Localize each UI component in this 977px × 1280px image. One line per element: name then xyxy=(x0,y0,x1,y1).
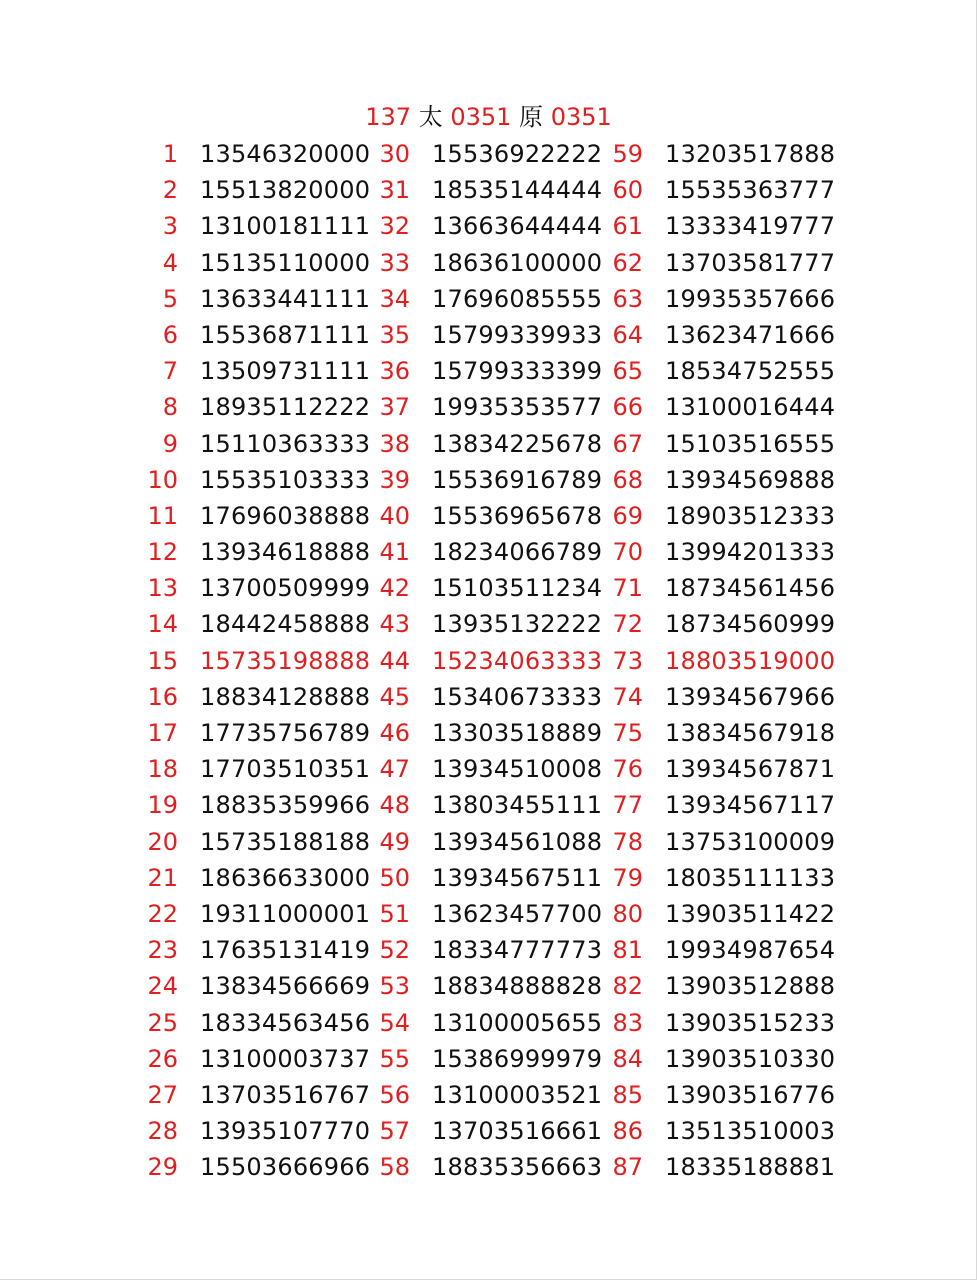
list-item xyxy=(370,353,602,389)
item-number: 78 xyxy=(612,827,643,856)
phone-number: 13934510008 xyxy=(432,755,603,784)
phone-number: 13703581777 xyxy=(665,248,836,277)
item-number: 70 xyxy=(612,538,643,567)
item-number: 24 xyxy=(147,972,178,1001)
phone-number: 13934567966 xyxy=(665,682,836,711)
list-item xyxy=(603,1149,835,1185)
item-number: 23 xyxy=(147,936,178,965)
list-item xyxy=(138,1149,370,1185)
item-number: 27 xyxy=(147,1080,178,1109)
phone-number: 13203517888 xyxy=(665,140,836,168)
item-number: 38 xyxy=(379,429,410,458)
list-item xyxy=(138,462,370,498)
list-item xyxy=(138,968,370,1004)
phone-number: 15103516555 xyxy=(665,429,836,458)
phone-number: 13903510330 xyxy=(665,1044,836,1073)
phone-number: 15513820000 xyxy=(200,176,371,205)
column-3 xyxy=(603,136,835,1185)
list-item xyxy=(370,606,602,642)
item-number: 22 xyxy=(147,899,178,928)
item-number: 54 xyxy=(379,1008,410,1037)
phone-number: 13546320000 xyxy=(200,140,371,168)
list-item xyxy=(603,1113,835,1149)
list-item xyxy=(603,606,835,642)
phone-number: 17703510351 xyxy=(200,755,371,784)
list-item xyxy=(370,932,602,968)
phone-number: 13513510003 xyxy=(665,1117,836,1146)
list-item xyxy=(603,932,835,968)
list-item xyxy=(138,1113,370,1149)
item-number: 6 xyxy=(162,320,178,349)
list-item xyxy=(603,534,835,570)
item-number: 10 xyxy=(147,465,178,494)
item-number: 49 xyxy=(379,827,410,856)
item-number: 65 xyxy=(612,357,643,386)
phone-number: 18835356663 xyxy=(432,1153,603,1182)
item-number: 53 xyxy=(379,972,410,1001)
list-item xyxy=(370,679,602,715)
phone-number: 19935353577 xyxy=(432,393,603,422)
phone-number: 13100016444 xyxy=(665,393,836,422)
list-item xyxy=(138,1041,370,1077)
item-number: 11 xyxy=(147,501,178,530)
phone-number: 15735198888 xyxy=(200,646,371,675)
title-part-5: 0351 xyxy=(550,103,612,131)
item-number: 17 xyxy=(147,719,178,747)
phone-number: 15110363333 xyxy=(200,429,371,458)
item-number: 3 xyxy=(162,212,178,241)
item-number: 80 xyxy=(612,899,643,928)
item-number: 83 xyxy=(612,1008,643,1037)
list-item xyxy=(603,208,835,244)
item-number: 86 xyxy=(612,1117,643,1146)
list-item xyxy=(138,860,370,896)
list-item xyxy=(138,317,370,353)
item-number: 9 xyxy=(162,429,178,458)
list-item xyxy=(138,389,370,425)
list-item xyxy=(370,968,602,1004)
phone-number: 13303518889 xyxy=(432,719,603,747)
item-number: 64 xyxy=(612,320,643,349)
list-item xyxy=(138,570,370,606)
list-item xyxy=(370,643,602,679)
list-item xyxy=(603,570,835,606)
list-item xyxy=(370,1077,602,1113)
item-number: 1 xyxy=(162,140,178,168)
list-item xyxy=(603,281,835,317)
item-number: 34 xyxy=(379,284,410,313)
list-item xyxy=(370,570,602,606)
list-item xyxy=(603,389,835,425)
phone-number: 18442458888 xyxy=(200,610,371,639)
list-item xyxy=(370,896,602,932)
list-item xyxy=(138,715,370,751)
list-item xyxy=(603,787,835,823)
item-number: 20 xyxy=(147,827,178,856)
phone-number: 15799339933 xyxy=(432,320,603,349)
phone-number: 13633441111 xyxy=(200,284,371,313)
column-2 xyxy=(370,136,602,1185)
phone-number: 13803455111 xyxy=(432,791,603,820)
phone-number: 15340673333 xyxy=(432,682,603,711)
phone-number: 13703516661 xyxy=(432,1117,603,1146)
item-number: 15 xyxy=(147,646,178,675)
list-item xyxy=(603,172,835,208)
item-number: 29 xyxy=(147,1153,178,1182)
item-number: 44 xyxy=(379,646,410,675)
list-item xyxy=(138,606,370,642)
list-item xyxy=(370,462,602,498)
phone-number: 17735756789 xyxy=(200,719,371,747)
list-item xyxy=(603,426,835,462)
list-item xyxy=(138,932,370,968)
phone-number: 18734560999 xyxy=(665,610,836,639)
phone-number: 13753100009 xyxy=(665,827,836,856)
list-item xyxy=(370,208,602,244)
phone-number: 18335188881 xyxy=(665,1153,836,1182)
list-item xyxy=(603,245,835,281)
phone-number: 18734561456 xyxy=(665,574,836,603)
list-item xyxy=(370,426,602,462)
phone-number: 13333419777 xyxy=(665,212,836,241)
list-item xyxy=(603,317,835,353)
item-number: 50 xyxy=(379,863,410,892)
phone-number: 15735188188 xyxy=(200,827,371,856)
item-number: 16 xyxy=(147,682,178,711)
phone-number: 13903515233 xyxy=(665,1008,836,1037)
item-number: 63 xyxy=(612,284,643,313)
list-item xyxy=(370,498,602,534)
item-number: 8 xyxy=(162,393,178,422)
item-number: 74 xyxy=(612,682,643,711)
phone-number: 13100005655 xyxy=(432,1008,603,1037)
list-item xyxy=(138,896,370,932)
phone-number: 18534752555 xyxy=(665,357,836,386)
item-number: 48 xyxy=(379,791,410,820)
item-number: 40 xyxy=(379,501,410,530)
list-item xyxy=(370,860,602,896)
column-1 xyxy=(138,136,370,1185)
list-item xyxy=(370,751,602,787)
item-number: 21 xyxy=(147,863,178,892)
item-number: 56 xyxy=(379,1080,410,1109)
item-number: 39 xyxy=(379,465,410,494)
item-number: 68 xyxy=(612,465,643,494)
phone-number: 13935132222 xyxy=(432,610,603,639)
item-number: 71 xyxy=(612,574,643,603)
phone-number: 18334777773 xyxy=(432,936,603,965)
list-item xyxy=(138,643,370,679)
item-number: 60 xyxy=(612,176,643,205)
item-number: 7 xyxy=(162,357,178,386)
phone-number: 13934567117 xyxy=(665,791,836,820)
item-number: 76 xyxy=(612,755,643,784)
list-item xyxy=(603,679,835,715)
item-number: 82 xyxy=(612,972,643,1001)
list-item xyxy=(138,245,370,281)
item-number: 69 xyxy=(612,501,643,530)
phone-number: 13623471666 xyxy=(665,320,836,349)
title-part-3: 0351 xyxy=(450,103,512,131)
phone-number: 18803519000 xyxy=(665,646,836,675)
item-number: 52 xyxy=(379,936,410,965)
list-item xyxy=(138,751,370,787)
phone-number: 18935112222 xyxy=(200,393,371,422)
phone-number: 18834888828 xyxy=(432,972,603,1001)
list-item xyxy=(603,643,835,679)
phone-number: 19311000001 xyxy=(200,899,371,928)
list-item xyxy=(138,426,370,462)
list-item xyxy=(138,208,370,244)
list-item xyxy=(370,136,602,172)
item-number: 37 xyxy=(379,393,410,422)
item-number: 18 xyxy=(147,755,178,784)
list-item xyxy=(370,245,602,281)
title-part-4: 原 xyxy=(519,103,544,131)
phone-number: 13994201333 xyxy=(665,538,836,567)
item-number: 72 xyxy=(612,610,643,639)
item-number: 36 xyxy=(379,357,410,386)
list-item xyxy=(603,498,835,534)
list-item xyxy=(138,136,370,172)
item-number: 85 xyxy=(612,1080,643,1109)
list-item xyxy=(370,1041,602,1077)
page-title xyxy=(0,100,977,134)
phone-number: 18035111133 xyxy=(665,863,836,892)
list-item xyxy=(370,824,602,860)
phone-number: 17635131419 xyxy=(200,936,371,965)
list-item xyxy=(603,896,835,932)
phone-number: 13623457700 xyxy=(432,899,603,928)
item-number: 35 xyxy=(379,320,410,349)
list-item xyxy=(370,1005,602,1041)
phone-number: 15386999979 xyxy=(432,1044,603,1073)
item-number: 12 xyxy=(147,538,178,567)
item-number: 30 xyxy=(379,140,410,168)
phone-number: 19935357666 xyxy=(665,284,836,313)
item-number: 43 xyxy=(379,610,410,639)
list-item xyxy=(603,968,835,1004)
phone-number: 13903511422 xyxy=(665,899,836,928)
phone-number: 13700509999 xyxy=(200,574,371,603)
item-number: 26 xyxy=(147,1044,178,1073)
item-number: 55 xyxy=(379,1044,410,1073)
list-item xyxy=(603,824,835,860)
item-number: 75 xyxy=(612,719,643,747)
list-item xyxy=(138,353,370,389)
phone-number: 13703516767 xyxy=(200,1080,371,1109)
item-number: 45 xyxy=(379,682,410,711)
phone-number: 17696038888 xyxy=(200,501,371,530)
phone-number: 18636100000 xyxy=(432,248,603,277)
list-item xyxy=(603,751,835,787)
phone-number: 13934561088 xyxy=(432,827,603,856)
list-item xyxy=(138,787,370,823)
list-item xyxy=(603,462,835,498)
list-item xyxy=(370,534,602,570)
item-number: 46 xyxy=(379,719,410,747)
list-item xyxy=(603,136,835,172)
list-item xyxy=(138,824,370,860)
phone-number: 13903512888 xyxy=(665,972,836,1001)
item-number: 73 xyxy=(612,646,643,675)
phone-number: 15536916789 xyxy=(432,465,603,494)
item-number: 2 xyxy=(162,176,178,205)
list-item xyxy=(138,534,370,570)
phone-number: 13934569888 xyxy=(665,465,836,494)
list-item xyxy=(370,1113,602,1149)
list-item xyxy=(370,317,602,353)
list-item xyxy=(603,1041,835,1077)
item-number: 59 xyxy=(612,140,643,168)
list-item xyxy=(370,715,602,751)
item-number: 42 xyxy=(379,574,410,603)
item-number: 19 xyxy=(147,791,178,820)
item-number: 13 xyxy=(147,574,178,603)
list-item xyxy=(370,281,602,317)
phone-number: 13100003521 xyxy=(432,1080,603,1109)
phone-number: 13934618888 xyxy=(200,538,371,567)
item-number: 28 xyxy=(147,1117,178,1146)
phone-number: 13663644444 xyxy=(432,212,603,241)
list-item xyxy=(138,1077,370,1113)
list-item xyxy=(603,715,835,751)
item-number: 32 xyxy=(379,212,410,241)
phone-number: 15535363777 xyxy=(665,176,836,205)
list-item xyxy=(138,498,370,534)
list-item xyxy=(603,860,835,896)
title-part-1: 137 xyxy=(365,103,412,131)
phone-number: 18334563456 xyxy=(200,1008,371,1037)
item-number: 41 xyxy=(379,538,410,567)
list-item xyxy=(603,353,835,389)
phone-number: 15535103333 xyxy=(200,465,371,494)
phone-number: 13834566669 xyxy=(200,972,371,1001)
phone-number: 13934567511 xyxy=(432,863,603,892)
item-number: 47 xyxy=(379,755,410,784)
title-part-2: 太 xyxy=(418,103,443,131)
phone-number: 13935107770 xyxy=(200,1117,371,1146)
item-number: 84 xyxy=(612,1044,643,1073)
list-item xyxy=(370,787,602,823)
item-number: 31 xyxy=(379,176,410,205)
item-number: 58 xyxy=(379,1153,410,1182)
item-number: 57 xyxy=(379,1117,410,1146)
item-number: 79 xyxy=(612,863,643,892)
item-number: 4 xyxy=(162,248,178,277)
phone-number: 13834567918 xyxy=(665,719,836,747)
phone-number: 13934567871 xyxy=(665,755,836,784)
list-item xyxy=(370,172,602,208)
phone-number: 15234063333 xyxy=(432,646,603,675)
list-item xyxy=(603,1005,835,1041)
phone-number: 15536922222 xyxy=(432,140,603,168)
phone-number: 18835359966 xyxy=(200,791,371,820)
phone-number: 13903516776 xyxy=(665,1080,836,1109)
phone-number: 18636633000 xyxy=(200,863,371,892)
phone-number: 13100181111 xyxy=(200,212,371,241)
list-item xyxy=(370,389,602,425)
phone-number: 17696085555 xyxy=(432,284,603,313)
phone-number: 15503666966 xyxy=(200,1153,371,1182)
list-item xyxy=(603,1077,835,1113)
phone-number: 15135110000 xyxy=(200,248,371,277)
phone-number: 18535144444 xyxy=(432,176,603,205)
list-item xyxy=(138,679,370,715)
item-number: 77 xyxy=(612,791,643,820)
phone-number: 18834128888 xyxy=(200,682,371,711)
item-number: 33 xyxy=(379,248,410,277)
item-number: 61 xyxy=(612,212,643,241)
phone-number: 15103511234 xyxy=(432,574,603,603)
list-item xyxy=(370,1149,602,1185)
phone-number: 13100003737 xyxy=(200,1044,371,1073)
item-number: 81 xyxy=(612,936,643,965)
item-number: 67 xyxy=(612,429,643,458)
list-item xyxy=(138,281,370,317)
list-item xyxy=(138,1005,370,1041)
phone-number: 15536871111 xyxy=(200,320,371,349)
phone-number: 18903512333 xyxy=(665,501,836,530)
item-number: 66 xyxy=(612,393,643,422)
item-number: 25 xyxy=(147,1008,178,1037)
list-item xyxy=(138,172,370,208)
phone-number: 13834225678 xyxy=(432,429,603,458)
phone-number: 18234066789 xyxy=(432,538,603,567)
item-number: 62 xyxy=(612,248,643,277)
phone-number: 15536965678 xyxy=(432,501,603,530)
item-number: 14 xyxy=(147,610,178,639)
item-number: 87 xyxy=(612,1153,643,1182)
phone-number: 13509731111 xyxy=(200,357,371,386)
item-number: 5 xyxy=(162,284,178,313)
phone-number: 15799333399 xyxy=(432,357,603,386)
item-number: 51 xyxy=(379,899,410,928)
phone-number: 19934987654 xyxy=(665,936,836,965)
